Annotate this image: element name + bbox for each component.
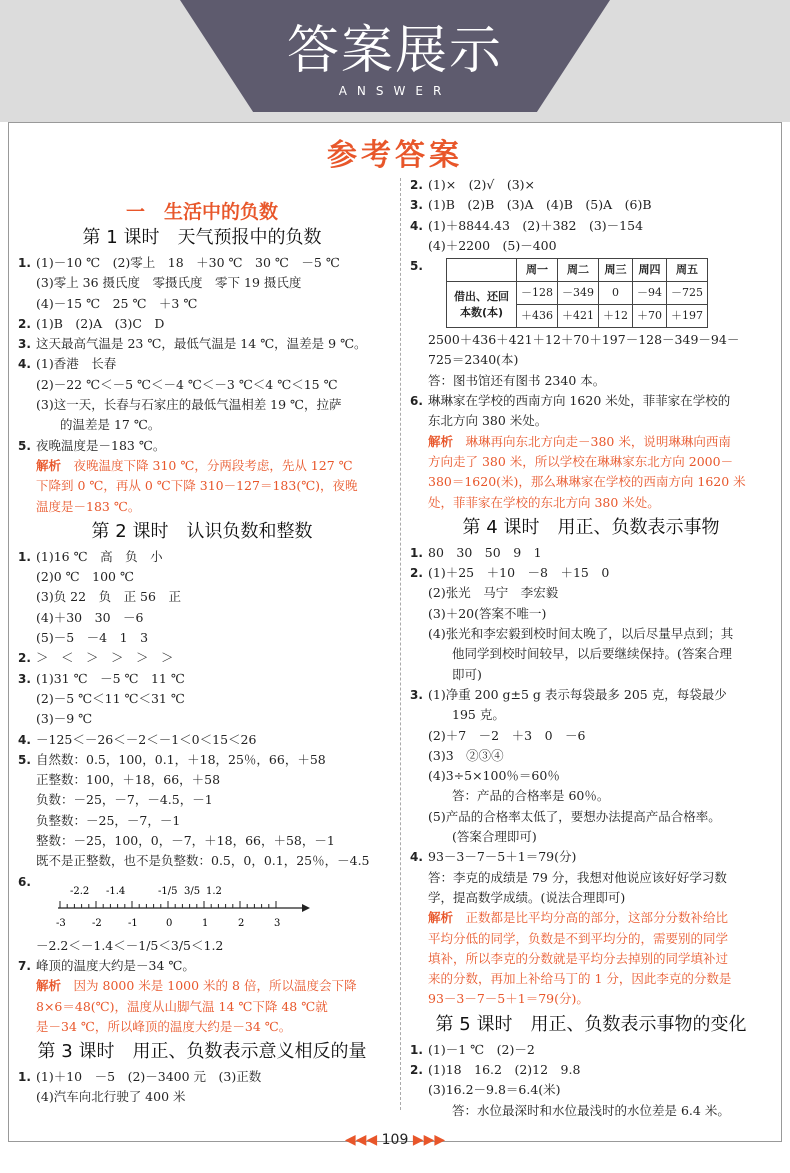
list-item-line: (2)－5 ℃＜11 ℃＜31 ℃ xyxy=(36,690,185,706)
page-footer xyxy=(0,1132,790,1148)
list-item-line: (2)张光 马宁 李宏毅 xyxy=(428,585,559,601)
list-item: 6. -2.2 -1.4 -1/5 3/5 1.2 -3 -2 -1 0 1 2 3 xyxy=(18,872,386,936)
nl-tick-label: 0 xyxy=(166,917,173,929)
library-table xyxy=(446,258,708,328)
list-item-line: (3)3 ②③④ xyxy=(428,747,504,763)
lesson-5-title: 第 5 课时 用正、负数表示事物的变化 xyxy=(435,1013,747,1035)
list-item: 5. 自然数：0.5，100，0.1，＋18，25％，66，＋58 xyxy=(18,751,326,767)
list-item-line: 既不是正整数，也不是负整数：0.5，0，0.1，25％，－4.5 xyxy=(36,853,370,869)
list-item-line: 负整数：－25，－7，－1 xyxy=(36,812,181,828)
list-item: 7. 峰顶的温度大约是－34 ℃。 xyxy=(18,957,195,973)
analysis-line: 处，菲菲家在学校的东北方向 380 米处。 xyxy=(428,494,660,510)
header-subtitle: ANSWER xyxy=(338,84,452,98)
table-cell: ＋70 xyxy=(633,305,667,328)
nl-tick-label: 2 xyxy=(238,917,245,929)
list-item: 3. (1)B (2)B (3)A (4)B (5)A (6)B xyxy=(410,197,652,213)
list-item: 5. 周一 周二 周三 周四 周五 借出、还回本数(本) －128 －349 0 －94 －725 ＋436 ＋421 ＋12 ＋70 ＋197 xyxy=(410,256,772,330)
list-item-line: (5)－5 －4 1 3 xyxy=(36,630,149,646)
list-item: 5. 夜晚温度是－183 ℃。 xyxy=(18,437,166,453)
list-item-line: (3)负 22 负 正 56 正 xyxy=(36,589,181,605)
table-cell: ＋12 xyxy=(599,305,633,328)
page-number: 109 xyxy=(381,1132,409,1148)
nl-tick-label: 1 xyxy=(202,917,209,929)
list-item-line: 学，提高数学成绩。(说法合理即可) xyxy=(428,889,626,905)
list-item: 3. (1)31 ℃ －5 ℃ 11 ℃ xyxy=(18,670,185,686)
list-item: 4. 93－3－7－5＋1＝79(分) xyxy=(410,849,577,865)
table-header: 周二 xyxy=(558,259,599,282)
header-title: 答案展示 xyxy=(286,21,503,81)
table-cell: －128 xyxy=(517,282,558,305)
list-item: 3. (1)净重 200 g±5 g 表示每袋最多 205 克，每袋最少 xyxy=(410,686,727,702)
table-cell: －94 xyxy=(633,282,667,305)
list-item: 3. 这天最高气温是 23 ℃，最低气温是 14 ℃，温差是 9 ℃。 xyxy=(18,336,367,352)
list-item-line: 的温差是 17 ℃。 xyxy=(60,417,161,433)
list-item-line: 答：图书馆还有图书 2340 本。 xyxy=(428,372,606,388)
list-item-line: 725＝2340(本) xyxy=(428,352,519,368)
list-item-line: 答：李克的成绩是 79 分，我想对他说应该好好学习数 xyxy=(428,869,727,885)
nl-tick-label: 3 xyxy=(274,917,281,929)
next-arrows-icon: ▶▶▶ xyxy=(412,1132,446,1148)
nl-label: 1.2 xyxy=(206,885,222,897)
list-item: 1. (1)＋10 －5 (2)－3400 元 (3)正数 xyxy=(18,1069,262,1085)
header-banner xyxy=(0,0,790,122)
analysis-line: 8×6＝48(℃)，温度从山脚气温 14 ℃下降 48 ℃就 xyxy=(36,998,328,1014)
list-item: 2. (1)B (2)A (3)C D xyxy=(18,315,165,331)
left-column xyxy=(18,175,386,1108)
analysis-line: 是－34 ℃，所以峰顶的温度大约是－34 ℃。 xyxy=(36,1018,292,1034)
table-cell: 0 xyxy=(599,282,633,305)
analysis-line: 方向走了 380 米，所以学校在琳琳家东北方向 2000－ xyxy=(428,453,734,469)
list-item-line: (4)汽车向北行驶了 400 米 xyxy=(36,1089,186,1105)
nl-label: 3/5 xyxy=(184,885,201,897)
list-item-line: (5)产品的合格率太低了，要想办法提高产品合格率。 xyxy=(428,808,721,824)
lesson-1-title: 第 1 课时 天气预报中的负数 xyxy=(82,227,322,248)
nl-tick-label: -3 xyxy=(56,917,66,929)
list-item: 2. (1)18 16.2 (2)12 9.8 xyxy=(410,1061,581,1077)
lesson-3-title: 第 3 课时 用正、负数表示意义相反的量 xyxy=(37,1041,367,1063)
nl-label: -2.2 xyxy=(70,885,90,897)
analysis-line: 380＝1620(米)，那么琳琳家在学校的西南方向 1620 米 xyxy=(428,474,746,490)
list-item-line: (4)张光和李宏毅到校时间太晚了，以后尽量早点到；其 xyxy=(428,626,734,642)
list-item-line: 正整数：100，＋18，66，＋58 xyxy=(36,772,221,788)
list-item: 1. (1)－10 ℃ (2)零上 18 ＋30 ℃ 30 ℃ －5 ℃ xyxy=(18,255,340,270)
table-cell: ＋197 xyxy=(667,305,708,328)
analysis-line: 93－3－7－5＋1＝79(分)。 xyxy=(428,991,589,1007)
list-item-line: (3)这一天，长春与石家庄的最低气温相差 19 ℃，拉萨 xyxy=(36,397,342,413)
list-item-line: 负数：－25，－7，－4.5，－1 xyxy=(36,792,213,808)
table-corner xyxy=(447,259,517,282)
table-cell: －725 xyxy=(667,282,708,305)
nl-tick-label: -1 xyxy=(128,917,138,929)
table-header: 周四 xyxy=(633,259,667,282)
table-cell: ＋436 xyxy=(517,305,558,328)
page-title: 参考答案 xyxy=(327,138,463,173)
lesson-4-title: 第 4 课时 用正、负数表示事物 xyxy=(462,516,720,538)
table-header: 周一 xyxy=(517,259,558,282)
list-item-line: (4)＋30 30 －6 xyxy=(36,609,144,625)
list-item-line: (2)0 ℃ 100 ℃ xyxy=(36,569,134,585)
lesson-2-title: 第 2 课时 认识负数和整数 xyxy=(91,520,313,542)
list-item-line: (4)＋2200 (5)－400 xyxy=(428,237,557,253)
list-item-line: (2)＋7 －2 ＋3 0 －6 xyxy=(428,727,586,743)
number-line-arrow xyxy=(302,904,310,912)
list-item-line: 195 克。 xyxy=(452,707,505,723)
list-item: 2. (1)＋25 ＋10 －8 ＋15 0 xyxy=(410,565,610,581)
nl-tick-label: -2 xyxy=(92,917,102,929)
nl-label: -1.4 xyxy=(106,885,126,897)
prev-arrows-icon: ◀◀◀ xyxy=(344,1132,378,1148)
list-item-line: (4)3÷5×100％＝60％ xyxy=(428,768,560,784)
analysis: 解析 正数都是比平均分高的部分，这部分分数补给比 xyxy=(428,910,729,926)
list-item-line: 他同学到校时间较早，以后要继续保持。(答案合理 xyxy=(452,646,732,662)
list-item-line: (答案合理即可) xyxy=(452,829,537,845)
right-column xyxy=(410,175,772,1121)
list-item-line: －2.2＜－1.4＜－1/5＜3/5＜1.2 xyxy=(36,937,224,953)
table-row-label: 借出、还回本数(本) xyxy=(447,282,517,328)
list-item-line: (3)16.2－9.8＝6.4(米) xyxy=(428,1082,561,1098)
column-divider xyxy=(400,178,401,1110)
list-item: 2. ＞ ＜ ＞ ＞ ＞ ＞ xyxy=(18,650,174,666)
table-header: 周五 xyxy=(667,259,708,282)
table-header: 周三 xyxy=(599,259,633,282)
list-item-line: (3)＋20(答案不唯一) xyxy=(428,605,547,621)
list-item-line: 2500＋436＋421＋12＋70＋197－128－349－94－ xyxy=(428,332,740,348)
analysis: 解析 琳琳再向东北方向走－380 米，说明琳琳向西南 xyxy=(428,433,731,449)
analysis-line: 来的分数，再加上补给马丁的 1 分，因此李克的分数是 xyxy=(428,971,732,987)
list-item: 4. (1)＋8844.43 (2)＋382 (3)－154 xyxy=(410,217,644,233)
list-item-line: 答：产品的合格率是 60％。 xyxy=(452,788,610,804)
number-line xyxy=(54,874,314,934)
analysis: 解析 夜晚温度下降 310 ℃，分两段考虑，先从 127 ℃ xyxy=(36,457,353,473)
nl-label: -1/5 xyxy=(158,885,178,897)
analysis-line: 温度是－183 ℃。 xyxy=(36,498,141,514)
list-item: 1. (1)－1 ℃ (2)－2 xyxy=(410,1041,535,1057)
analysis: 解析 因为 8000 米是 1000 米的 8 倍，所以温度会下降 xyxy=(36,978,357,994)
list-item: 1. (1)16 ℃ 高 负 小 xyxy=(18,548,163,564)
list-item: 4. －125＜－26＜－2＜－1＜0＜15＜26 xyxy=(18,731,257,747)
analysis-line: 下降到 0 ℃，再从 0 ℃下降 310－127＝183(℃)，夜晚 xyxy=(36,478,358,494)
analysis-line: 填补，所以李克的分数就是平均分去掉别的同学填补过 xyxy=(428,950,729,966)
table-cell: －349 xyxy=(558,282,599,305)
list-item-line: 即可) xyxy=(452,666,482,682)
unit-heading: 一 生活中的负数 xyxy=(125,201,279,223)
list-item: 1. 80 30 50 9 1 xyxy=(410,544,542,560)
list-item: 2. (1)× (2)√ (3)× xyxy=(410,177,536,192)
list-item: 6. 琳琳家在学校的西南方向 1620 米处，菲菲家在学校的 xyxy=(410,393,731,409)
list-item-line: 整数：－25，100，0，－7，＋18，66，＋58，－1 xyxy=(36,833,335,849)
list-item-line: 东北方向 380 米处。 xyxy=(428,413,548,429)
list-item: 4. (1)香港 长春 xyxy=(18,356,117,372)
table-cell: ＋421 xyxy=(558,305,599,328)
list-item-line: 答：水位最深时和水位最浅时的水位差是 6.4 米。 xyxy=(452,1102,730,1118)
list-item-line: (4)－15 ℃ 25 ℃ ＋3 ℃ xyxy=(36,295,198,311)
analysis-line: 平均分低的同学，负数是不到平均分的，需要别的同学 xyxy=(428,930,729,946)
list-item-line: (2)－22 ℃＜－5 ℃＜－4 ℃＜－3 ℃＜4 ℃＜15 ℃ xyxy=(36,376,338,392)
list-item-line: (3)零上 36 摄氏度 零摄氏度 零下 19 摄氏度 xyxy=(36,275,302,291)
list-item-line: (3)－9 ℃ xyxy=(36,711,93,727)
